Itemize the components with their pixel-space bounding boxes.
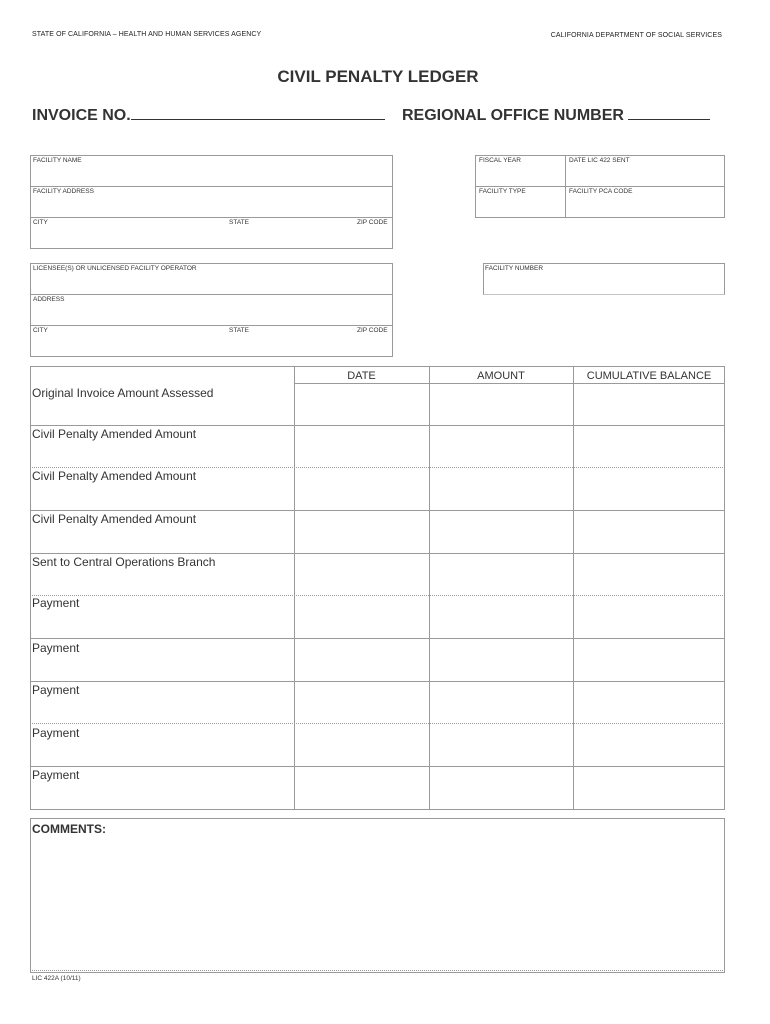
invoice-label: INVOICE NO. xyxy=(32,107,131,124)
facility-state-field[interactable]: STATE xyxy=(229,219,249,226)
facility-block xyxy=(30,155,393,249)
column-header-amount: AMOUNT xyxy=(477,370,525,382)
column-header-cumulative-balance: CUMULATIVE BALANCE xyxy=(586,370,712,382)
table-row-label: Civil Penalty Amended Amount xyxy=(32,512,197,526)
table-row-label: Original Invoice Amount Assessed xyxy=(32,386,214,400)
invoice-number-field[interactable] xyxy=(131,107,385,120)
regional-office-label: REGIONAL OFFICE NUMBER xyxy=(402,107,624,124)
agency-header: STATE OF CALIFORNIA – HEALTH AND HUMAN SERVICES AGENCY xyxy=(32,31,262,38)
table-row-label: Payment xyxy=(32,641,80,655)
form-number: LIC 422A (10/11) xyxy=(32,975,81,982)
department-header: CALIFORNIA DEPARTMENT OF SOCIAL SERVICES xyxy=(550,32,722,39)
facility-address-field[interactable]: FACILITY ADDRESS xyxy=(33,188,94,195)
table-row-label: Civil Penalty Amended Amount xyxy=(32,427,197,441)
date-lic-sent-field[interactable]: DATE LIC 422 SENT xyxy=(569,157,630,164)
fiscal-year-field[interactable]: FISCAL YEAR xyxy=(479,157,521,164)
table-row-label: Civil Penalty Amended Amount xyxy=(32,469,197,483)
facility-city-field[interactable]: CITY xyxy=(33,219,48,226)
regional-office-row xyxy=(402,107,710,125)
table-row-label: Payment xyxy=(32,726,80,740)
table-row-label: Payment xyxy=(32,683,80,697)
comments-label: COMMENTS: xyxy=(32,822,106,836)
table-row-label: Sent to Central Operations Branch xyxy=(32,555,216,569)
comments-field[interactable] xyxy=(30,818,725,973)
licensee-zip-field[interactable]: ZIP CODE xyxy=(357,327,388,334)
facility-type-field[interactable]: FACILITY TYPE xyxy=(479,188,526,195)
regional-office-number-field[interactable] xyxy=(628,107,710,120)
page-title: CIVIL PENALTY LEDGER xyxy=(277,67,479,86)
table-row-label: Payment xyxy=(32,768,80,782)
facility-zip-field[interactable]: ZIP CODE xyxy=(357,219,388,226)
table-row-label: Payment xyxy=(32,596,80,610)
licensee-address-field[interactable]: ADDRESS xyxy=(33,296,65,303)
licensee-block xyxy=(30,263,393,357)
facility-name-field[interactable]: FACILITY NAME xyxy=(33,157,82,164)
invoice-row xyxy=(32,107,385,125)
licensee-state-field[interactable]: STATE xyxy=(229,327,249,334)
facility-number-label: FACILITY NUMBER xyxy=(485,265,544,272)
licensee-field[interactable]: LICENSEE(S) OR UNLICENSED FACILITY OPERATOR xyxy=(33,265,197,272)
facility-pca-code-field[interactable]: FACILITY PCA CODE xyxy=(569,188,633,195)
licensee-city-field[interactable]: CITY xyxy=(33,327,48,334)
column-header-date: DATE xyxy=(347,370,376,382)
